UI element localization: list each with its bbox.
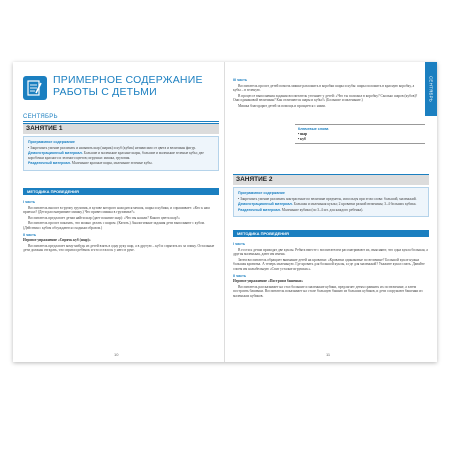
- method-band: МЕТОДИКА ПРОВЕДЕНИЯ: [23, 188, 219, 195]
- page-number-left: 10: [114, 352, 119, 357]
- paragraph: Воспитатель предлагает кому-нибудь из детей взять в одну руку шар, а в другую – куб и спрятать их за спину. Остальные дети должны отгадать, что спрятал ребенок и что осталось у него в руке.: [23, 243, 215, 253]
- part-1-label: I часть: [233, 242, 246, 246]
- lesson-1-heading: ЗАНЯТИЕ 1: [23, 123, 219, 134]
- paragraph: Воспитатель просит показать, что можно делать с шаром. (Катать.) Аналогичные задания дети выполняют с кубом. (Действия с кубом обсуждаются сходным образом.): [23, 221, 205, 230]
- handout-text: Маленькие красные шары, маленькие зеленые кубы.: [71, 161, 153, 166]
- right-page: [225, 62, 437, 362]
- paragraph: Затем воспитатель обращает внимание детей на кроватки: «Кроватки одинаковые по величине? Большой кукле нужна большая кроватка. А теперь маленькую. Где кровать для большой куклы, а где для маленькой? Укажите кукол спать. Давайте споем им колыбельную «Спят усталые игрушки»».: [233, 257, 425, 271]
- keywords-title: Ключевые слова: [298, 127, 329, 131]
- program-label: Программное содержание: [238, 191, 285, 195]
- left-body: [23, 198, 219, 254]
- paragraph: Мишка благодарит детей за помощь и прощается с ними.: [238, 103, 326, 108]
- handout-label: Раздаточный материал.: [238, 207, 281, 212]
- book-spread: [13, 62, 437, 362]
- paragraph: Воспитатель просит детей помочь мишке разложить в коробки шары и кубы: шары положить в красную коробку, а кубы – в зеленую.: [233, 83, 415, 93]
- lesson-2-info-box: [233, 187, 429, 217]
- part-2-label: II часть: [233, 273, 247, 278]
- part-1-label: I часть: [23, 200, 36, 204]
- demo-label: Демонстрационный материал.: [238, 202, 293, 207]
- paragraph: В процессе выполнения задания воспитатель уточняет у детей: «Что ты положил в коробку? Сколько шаров (кубов)? Они одинаковой величины? Как отличаются шары и кубы?» (Большие и маленькие.): [233, 93, 418, 103]
- title-block: [23, 74, 219, 106]
- demo-text: Большие и маленькие красные шары, большие и маленькие зеленые кубы; две коробочки красного и зеленого цветов; игрушки: мишка, грузовик.: [28, 151, 204, 160]
- handout-label: Раздаточный материал.: [28, 161, 71, 166]
- paragraph: Воспитатель вносит в группу грузовик, в кузове которого находятся мешок, шары и кубики, и спрашивает: «Кто к нам приехал? (Дети рассматривают мишку.) Что привез мишка в грузовике?»: [23, 205, 210, 215]
- page-number-right: 11: [326, 352, 331, 357]
- keywords-box: [295, 124, 425, 144]
- keyword: • шар: [298, 131, 308, 136]
- program-text: • Закреплять умение различать и называть шар (шарик) и куб (кубик) независимо от цвета и величины фигур.: [28, 145, 197, 150]
- program-label: Программное содержание: [28, 140, 75, 144]
- notebook-pen-icon: [23, 76, 47, 100]
- paragraph: Воспитатель предлагает детям найти шар (дает понятие шар): «Что вы нашли? Какого цвета шар?»: [28, 215, 180, 220]
- program-text: • Закреплять умение различать контрастные по величине предметы, используя при этом слова: большой, маленький.: [238, 196, 417, 201]
- demo-label: Демонстрационный материал.: [28, 151, 83, 156]
- month-label: СЕНТЯБРЬ: [23, 114, 219, 122]
- method-band: МЕТОДИКА ПРОВЕДЕНИЯ: [233, 230, 429, 237]
- section-title: ПРИМЕРНОЕ СОДЕРЖАНИЕ РАБОТЫ С ДЕТЬМИ: [53, 74, 203, 98]
- part-3-label: III часть: [233, 78, 248, 82]
- paragraph: Воспитатель рассказывает на стол большие и маленькие кубики, предлагает детям сравнить их по величине, а затем построить башенки. Воспитатель показывает на столе большую башню из больших кубиков, и дети сооружают башенки из маленьких кубиков.: [233, 284, 423, 298]
- lesson-1-info-box: [23, 136, 219, 171]
- side-tab-label: СЕНТЯБРЬ: [428, 75, 434, 103]
- part-2-label: II часть: [23, 232, 37, 237]
- exercise-name: Игровое упражнение «Построим башенки»: [233, 279, 304, 284]
- paragraph: В гости к детям приходят две куклы. Ребята вместе с воспитателем рассматривают их, выясняют, что одна кукла большая, а другая маленькая, дают им имена.: [233, 247, 428, 257]
- keyword: • куб: [298, 136, 306, 141]
- right-top-body: [233, 76, 419, 110]
- left-page: [13, 62, 225, 362]
- demo-text: Большая и маленькая куклы; 2 кроватки разной величины; 3–4 больших кубика.: [293, 202, 417, 207]
- month-side-tab: [425, 62, 437, 116]
- lesson-2-heading: ЗАНЯТИЕ 2: [233, 174, 429, 185]
- handout-text: Маленькие кубики (по 3–4 шт. для каждого ребенка).: [281, 207, 364, 212]
- exercise-name: Игровое упражнение «Спрячь куб (шар)»: [23, 238, 91, 243]
- right-body: [233, 240, 429, 300]
